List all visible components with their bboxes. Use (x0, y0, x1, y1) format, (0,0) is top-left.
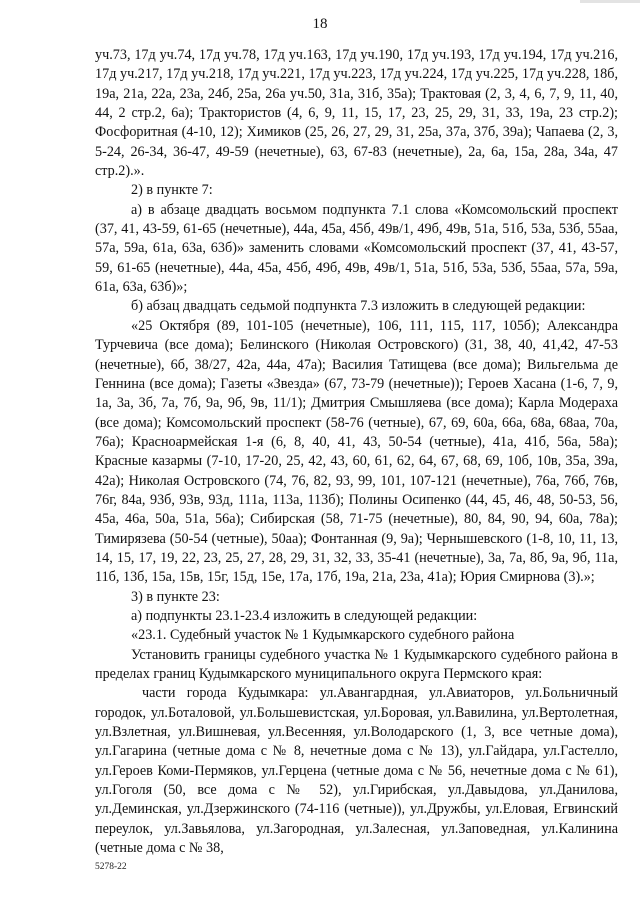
document-code: 5278-22 (95, 862, 127, 872)
page-number: 18 (312, 16, 328, 32)
paragraph: 2) в пункте 7: (131, 182, 213, 199)
paragraph: Установить границы судебного участка № 1 Кудымкарского судебного района в пределах границ Кудымкарского муниципального округа Пермского края: (95, 646, 618, 682)
paragraph: «25 Октября (89, 101-105 (нечетные), 106, 111, 115, 117, 105б); Александра Турчевича (все дома); Белинского (Николая Островского) (31, 38, 40, 41,42, 47-53 (нечетные), 6б, 38/27, 42а, 44а, 47а); Василия Татищева (все дома); Вильгельма де Геннина (все дома); Газеты «Звезда» (67, 73-79 (нечетные)); Героев Хасана (1-6, 7, 9, 1а, 3а, 3б, 7а, 7б, 9а, 9б, 9в, 11/1); Дмитрия Смышляева (все дома); Карла Модераха (все дома); Комсомольский проспект (58-76 (четные), 67, 69, 60а, 66а, 68а, 68аа, 70а, 76а); Красноармейская 1-я (6, 8, 40, 41, 43, 50-54 (четные), 41а, 41б, 56а, 58а); Красные казармы (7-10, 17-20, 25, 42, 43, 60, 61, 62, 64, 67, 68, 69, 10б, 10в, 35а, 39а, 42а); Николая Островского (74, 76, 82, 93, 99, 101, 107-121 (нечетные), 76а, 76б, 76в, 76г, 84а, 93б, 93в, 93д, 111а, 113а, 113б); Полины Осипенко (44, 45, 46, 48, 50-53, 56, 45а, 46а, 50а, 51а, 56а); Сибирская (58, 71-75 (нечетные), 80, 84, 90, 94, 60а, 78а); Тимирязева (50-54 (четные), 50аа); Фонтанная (9, 9а); Чернышевского (1-8, 10, 11, 13, 14, 15, 17, 19, 22, 23, 25, 27, 28, 29, 31, 32, 33, 35-41 (нечетные), 3а, 7а, 8б, 9а, 9б, 11а, 11б, 13б, 15а, 15в, 15г, 15д, 15е, 17а, 17б, 19а, 21а, 23а, 41а); Юрия Смирнова (3).»; (95, 317, 618, 586)
paragraph: а) подпункты 23.1-23.4 изложить в следующей редакции: (131, 607, 478, 624)
paragraph: «23.1. Судебный участок № 1 Кудымкарского судебного района (131, 627, 515, 644)
scan-edge-mark (580, 0, 640, 3)
paragraph: уч.73, 17д уч.74, 17д уч.78, 17д уч.163, 17д уч.190, 17д уч.193, 17д уч.194, 17д уч.216, 17д уч.217, 17д уч.218, 17д уч.221, 17д уч.223, 17д уч.224, 17д уч.225, 17д уч.228, 18б, 19а, 21а, 22а, 23а, 24б, 25а, 26а уч.50, 31а, 31б, 35а); Трактовая (2, 3, 4, 6, 7, 9, 11, 40, 44, 2 стр.2, 6а); Трактористов (4, 6, 9, 11, 15, 17, 23, 25, 29, 31, 33, 19а, 23 стр.2); Фосфоритная (4-10, 12); Химиков (25, 26, 27, 29, 31, 25а, 37а, 37б, 39а); Чапаева (2, 3, 5-24, 26-34, 36-47, 49-59 (нечетные), 63, 67-83 (нечетные), 2а, 6а, 15а, 28а, 34а, 47 стр.2).». (95, 47, 618, 180)
paragraph: части города Кудымкара: ул.Авангардная, ул.Авиаторов, ул.Больничный городок, ул.Боталовой, ул.Большевистская, ул.Боровая, ул.Вавилина, ул.Вертолетная, ул.Взлетная, ул.Вишневая, ул.Весенняя, ул.Володарского (1, 3, все четные дома), ул.Гагарина (четные дома с № 8, нечетные дома с № 13), ул.Гайдара, ул.Гастелло, ул.Героев Коми-Пермяков, ул.Герцена (четные дома с № 56, нечетные дома с № 61), ул.Гоголя (50, все дома с № 52), ул.Гирибская, ул.Давыдова, ул.Данилова, ул.Деминская, ул.Дзержинского (74-116 (четные)), ул.Дружбы, ул.Еловая, Егвинский переулок, ул.Завьялова, ул.Загородная, ул.Залесная, ул.Заповедная, ул.Калинина (четные дома с № 38, (95, 685, 618, 857)
paragraph: б) абзац двадцать седьмой подпункта 7.3 изложить в следующей редакции: (131, 298, 586, 315)
document-body (95, 46, 618, 858)
paragraph: а) в абзаце двадцать восьмом подпункта 7.1 слова «Комсомольский проспект (37, 41, 43-59, 61-65 (нечетные), 44а, 45а, 45б, 49в/1, 49б, 49в, 51а, 51б, 53а, 53б, 55аа, 57а, 59а, 61а, 63а, 63б)» заменить словами «Комсомольский проспект (37, 41, 43-57, 59, 61-65 (нечетные), 44а, 45а, 45б, 49б, 49в, 49в/1, 51а, 51б, 53а, 53б, 55аа, 57а, 59а, 61а, 63а, 63б)»; (95, 201, 618, 296)
paragraph: 3) в пункте 23: (131, 588, 220, 605)
